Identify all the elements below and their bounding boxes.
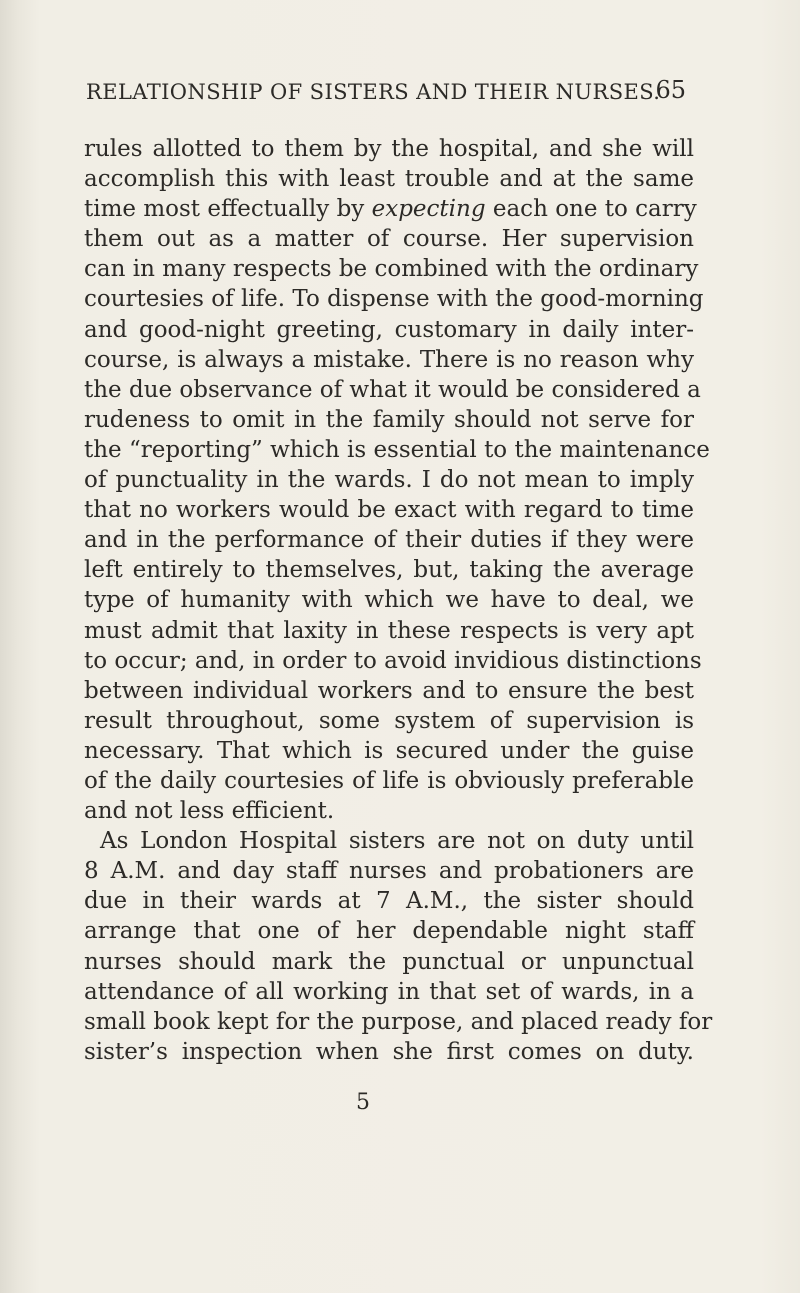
text-line: them out as a matter of course. Her supervision: [84, 226, 694, 253]
text-line: attendance of all working in that set of wards, in a: [84, 978, 694, 1005]
text-line: time most effectually by expecting each one to carry: [84, 196, 697, 223]
text-line: course, is always a mistake. There is no reason why: [84, 346, 694, 373]
emphasis-text: expecting: [371, 196, 486, 223]
text-line: courtesies of life. To dispense with the good-morning: [84, 286, 704, 313]
text-line: rudeness to omit in the family should not serve for: [84, 406, 694, 433]
signature-mark: 5: [356, 1090, 370, 1115]
text-line: left entirely to themselves, but, taking the average: [84, 557, 694, 584]
text-line: 8 A.M. and day staff nurses and probationers are: [84, 858, 694, 885]
running-head: RELATIONSHIP OF SISTERS AND THEIR NURSES.: [86, 80, 661, 104]
text-line: and not less efficient.: [84, 798, 335, 825]
text-line: type of humanity with which we have to deal, we: [84, 587, 694, 614]
body-text: [84, 134, 713, 1067]
text-line: result throughout, some system of supervision is: [84, 707, 694, 734]
text-line: and good-night greeting, customary in daily inter-: [84, 316, 694, 343]
page-number: 65: [655, 76, 686, 104]
text-line: that no workers would be exact with regard to time: [84, 497, 694, 524]
text-line: and in the performance of their duties if they were: [84, 527, 694, 554]
text-line: between individual workers and to ensure the best: [84, 677, 694, 704]
text-line: necessary. That which is secured under the guise: [84, 737, 694, 764]
text-line: accomplish this with least trouble and at the same: [84, 166, 694, 193]
text-line: nurses should mark the punctual or unpunctual: [84, 948, 694, 975]
paragraph-first-line: As London Hospital sisters are not on duty until: [100, 828, 694, 855]
text-line: to occur; and, in order to avoid invidious distinctions: [84, 647, 702, 674]
text-line: the due observance of what it would be considered a: [84, 376, 701, 403]
text-line: of the daily courtesies of life is obviously preferable: [84, 767, 694, 794]
text-line: must admit that laxity in these respects is very apt: [84, 617, 694, 644]
text-line: rules allotted to them by the hospital, and she will: [84, 136, 694, 162]
text-line: can in many respects be combined with the ordinary: [84, 256, 699, 283]
text-line: arrange that one of her dependable night staff: [84, 918, 694, 945]
page-header: [86, 76, 686, 108]
text-line: due in their wards at 7 A.M., the sister should: [84, 888, 694, 915]
text-line: small book kept for the purpose, and placed ready for: [84, 1008, 713, 1035]
text-line: the “reporting” which is essential to the maintenance: [84, 436, 710, 463]
text-line: sister’s inspection when she first comes on duty.: [84, 1038, 694, 1065]
text-line: of punctuality in the wards. I do not mean to imply: [84, 467, 694, 494]
